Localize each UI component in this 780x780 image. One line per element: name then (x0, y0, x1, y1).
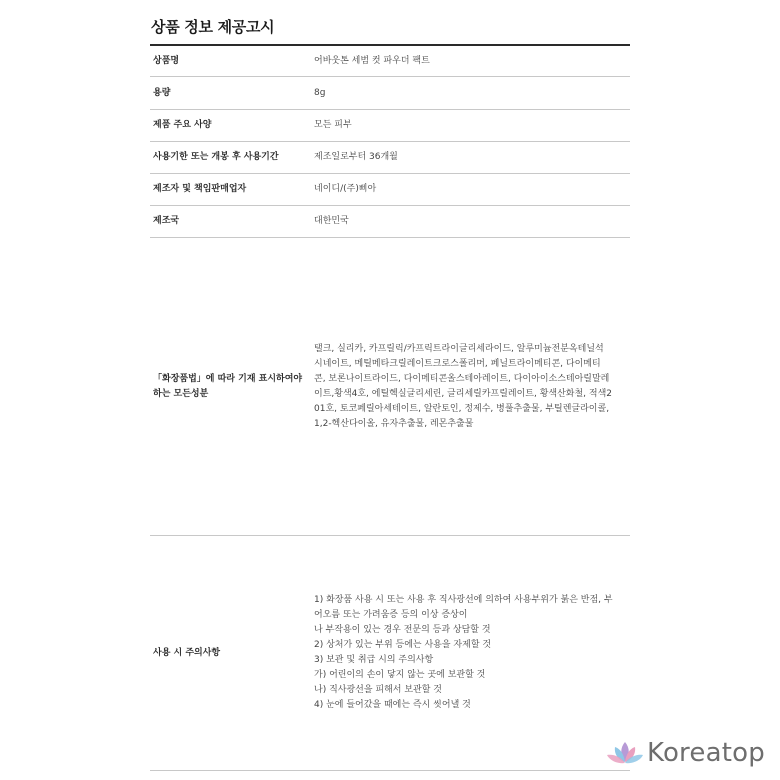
page-title: 상품 정보 제공고시 (151, 18, 275, 36)
row-label-line: 사용 시 주의사항 (153, 647, 221, 658)
row-label (150, 142, 313, 174)
row-value (313, 536, 630, 771)
row-value-line: 2) 상처가 있는 부위 등에는 사용을 자제할 것 (314, 640, 492, 650)
row-value-line: 1) 화장품 사용 시 또는 사용 후 직사광선에 의하여 사용부위가 붉은 반점, 부 (314, 595, 613, 605)
row-value-line: 4) 눈에 들어갔을 때에는 즉시 씻어낼 것 (314, 700, 471, 710)
lotus-icon (606, 740, 644, 766)
row-value-line: 어오름 또는 가려움증 등의 이상 증상이 (314, 610, 468, 620)
row-label-line: 「화장품법」에 따라 기재 표시하여야 (153, 373, 303, 384)
row-value-line: 가) 어린이의 손이 닿지 않는 곳에 보관할 것 (314, 670, 486, 680)
row-value (313, 110, 630, 142)
brand-name: Koreatop (647, 738, 765, 768)
row-label (150, 110, 313, 142)
row-value (313, 77, 630, 110)
row-label-line: 제조자 및 책임판매업자 (153, 184, 247, 194)
table-row-product-name (150, 46, 630, 77)
row-value-line: 1,2-헥산다이올, 유자추출물, 레몬추출물 (314, 418, 474, 429)
row-value-line: 모든 피부 (314, 120, 352, 130)
row-value-line: 시네이트, 메틸메타크릴레이트크로스폴리머, 페닐트라이메티콘, 다이메티 (314, 358, 601, 369)
row-label (150, 77, 313, 110)
product-info-table (150, 46, 630, 771)
table-row-manufacturer (150, 174, 630, 206)
row-value-line: 01호, 토코페릴아세테이트, 알란토인, 정제수, 병풀추출물, 부틸렌글라이콜, (314, 403, 610, 414)
row-label-line: 하는 모든성분 (153, 388, 209, 399)
row-label (150, 536, 313, 771)
row-value-line: 3) 보관 및 취급 시의 주의사항 (314, 655, 434, 665)
table-row-expiry (150, 142, 630, 174)
table-row-country (150, 206, 630, 238)
row-label-line: 상품명 (153, 55, 180, 66)
row-value-line: 나) 직사광선을 피해서 보관할 것 (314, 685, 442, 695)
row-value-line: 제조일로부터 36개월 (314, 152, 398, 162)
table-row-precautions (150, 536, 630, 771)
row-label (150, 206, 313, 238)
row-value-line: 콘, 보론나이트라이드, 다이메티콘올스테아레이트, 다이아이소스테아릴말레 (314, 373, 610, 384)
row-value-line: 어바웃톤 세범 컷 파우더 팩트 (314, 55, 430, 66)
row-value-line: 네이디/(주)삐아 (314, 184, 377, 194)
row-label-line: 제조국 (153, 216, 180, 226)
row-value-line: 나 부작용이 있는 경우 전문의 등과 상담할 것 (314, 625, 491, 635)
row-value (313, 46, 630, 77)
row-value-line: 8g (314, 87, 326, 98)
row-label (150, 46, 313, 77)
row-value (313, 174, 630, 206)
row-value-line: 대한민국 (314, 216, 349, 226)
row-label-line: 용량 (153, 87, 171, 98)
row-label (150, 238, 313, 536)
table-row-capacity (150, 77, 630, 110)
row-value (313, 238, 630, 536)
row-value-line: 탤크, 실리카, 카프릴릭/카프릭트라이글리세라이드, 알루미늄전분옥테닐석 (314, 343, 604, 354)
table-row-ingredients (150, 238, 630, 536)
brand-logo (606, 737, 765, 769)
row-label (150, 174, 313, 206)
row-label-line: 제품 주요 사양 (153, 120, 212, 130)
row-value-line: 이트,황색4호, 에틸헥실글리세린, 글리세릴카프릴레이트, 황색산화철, 적색2 (314, 388, 613, 399)
row-value (313, 142, 630, 174)
table-row-main-spec (150, 110, 630, 142)
row-value (313, 206, 630, 238)
row-label-line: 사용기한 또는 개봉 후 사용기간 (153, 152, 279, 162)
